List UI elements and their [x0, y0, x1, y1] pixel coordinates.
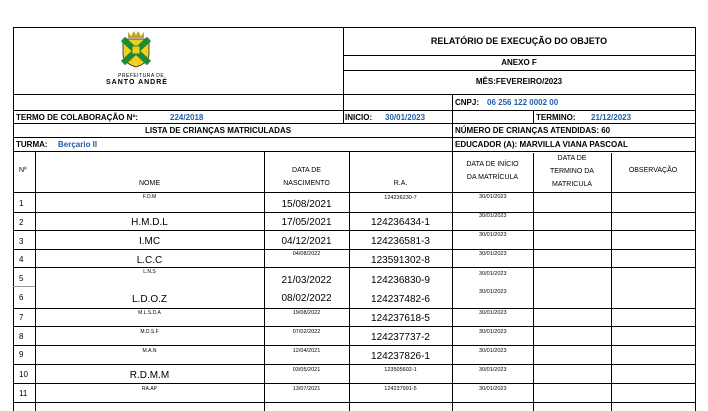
row-start: 30/01/2023: [479, 348, 507, 354]
cnpj-label: CNPJ:: [455, 98, 480, 107]
row-number: 4: [19, 255, 24, 264]
col-end-line1: DATA DE: [557, 155, 587, 162]
row-name: H.M.D.L: [131, 217, 168, 228]
attended-label: NÚMERO DE CRIANÇAS ATENDIDAS: 60: [455, 126, 611, 135]
col-start-line2: DA MATRÍCULA: [466, 174, 519, 181]
end-value: 21/12/2023: [591, 113, 632, 122]
row-birth: 19/08/2022: [292, 310, 321, 316]
col-birth-line1: DATA DE: [292, 167, 321, 174]
row-ra: 124236230-7: [384, 195, 417, 201]
row-name: R.D.M.M: [129, 370, 170, 381]
row-number: 10: [19, 370, 28, 379]
row-birth: 21/03/2022: [281, 275, 332, 286]
row-ra: 124237826-1: [371, 351, 430, 362]
frame-left: [13, 27, 14, 411]
row-ra: 124236830-9: [371, 275, 430, 286]
row-start: 30/01/2023: [479, 271, 507, 277]
col-num: Nº: [19, 167, 27, 174]
row-ra: 124237991-5: [384, 386, 417, 392]
row-name: RA.AP: [141, 386, 157, 392]
row-name: M.D.S.F: [140, 329, 159, 335]
row-name: I.MC: [138, 236, 161, 247]
row-birth: 04/08/2022: [292, 251, 321, 257]
row-name: L.D.O.Z: [131, 294, 167, 305]
row-start: 30/01/2023: [479, 310, 507, 316]
row-name: M.L.S.D.A: [138, 310, 161, 316]
row-number: 11: [19, 389, 28, 398]
col-start-line1: DATA DE INÍCIO: [466, 161, 519, 168]
list-title: LISTA DE CRIANÇAS MATRICULADAS: [145, 126, 292, 135]
row-ra: 124237482-6: [371, 294, 430, 305]
report-title: RELATÓRIO DE EXECUÇÃO DO OBJETO: [430, 36, 608, 46]
row-name: F.O.M: [142, 194, 157, 200]
row-number: 1: [19, 199, 24, 208]
row-start: 30/01/2023: [479, 329, 507, 335]
row-number: 3: [19, 237, 24, 246]
row-start: 30/01/2023: [479, 213, 507, 219]
row-ra: 124236434-1: [371, 217, 430, 228]
row-start: 30/01/2023: [479, 289, 507, 295]
month-label: MÊS:FEVEREIRO/2023: [475, 77, 563, 86]
class-label: TURMA:: [16, 140, 48, 149]
row-number: 6: [19, 293, 24, 302]
frame-right: [695, 27, 696, 411]
row-birth: 12/04/2021: [292, 348, 321, 354]
row-start: 30/01/2023: [479, 251, 507, 257]
class-value: Berçario II: [58, 140, 98, 149]
row-number: 9: [19, 350, 24, 359]
row-birth: 17/05/2021: [281, 217, 332, 228]
row-start: 30/01/2023: [479, 386, 507, 392]
col-birth-line2: NASCIMENTO: [283, 180, 330, 187]
row-ra: 124237618-5: [371, 313, 430, 324]
city-crest-logo: [118, 30, 154, 68]
row-birth: 13/07/2021: [292, 386, 321, 392]
logo-line2: SANTO ANDRÉ: [106, 79, 168, 86]
row-start: 30/01/2023: [479, 232, 507, 238]
start-value: 30/01/2023: [385, 113, 426, 122]
row-ra: 124237737-2: [371, 332, 430, 343]
row-start: 30/01/2023: [479, 367, 507, 373]
row-ra: 124236581-3: [371, 236, 430, 247]
end-label: TERMINO:: [536, 113, 576, 122]
row-ra: 123591302-8: [371, 255, 430, 266]
row-birth: 07/02/2022: [292, 329, 321, 335]
col-end-line3: MATRICULA: [552, 181, 592, 188]
row-number: 8: [19, 332, 24, 341]
frame-top: [13, 27, 695, 28]
row-name: M.A.N: [142, 348, 157, 354]
row-number: 7: [19, 313, 24, 322]
col-name: NOME: [139, 180, 160, 187]
row-number: 5: [19, 274, 24, 283]
row-name: L.N.S: [143, 269, 156, 275]
row-start: 30/01/2023: [479, 194, 507, 200]
col-obs: OBSERVAÇÃO: [628, 167, 678, 174]
row-number: 2: [19, 218, 24, 227]
row-birth: 03/05/2021: [292, 367, 321, 373]
logo-line1: PREFEITURA DE: [118, 73, 165, 79]
annex-label: ANEXO F: [501, 58, 537, 67]
row-name: L.C.C: [136, 255, 163, 266]
start-label: INICIO:: [345, 113, 373, 122]
row-ra: 123505602-1: [384, 367, 417, 373]
col-end-line2: TERMINO DA: [550, 168, 594, 175]
row-birth: 08/02/2022: [281, 293, 332, 304]
col-ra: R.A.: [393, 180, 408, 187]
row-birth: 04/12/2021: [281, 236, 332, 247]
row-birth: 15/08/2021: [281, 199, 332, 210]
term-label: TERMO DE COLABORAÇÃO Nº:: [16, 113, 139, 122]
educator-label: EDUCADOR (A): MARVILLA VIANA PASCOAL: [455, 140, 628, 149]
cnpj-value: 06 256 122 0002 00: [487, 98, 559, 107]
term-value: 224/2018: [170, 113, 204, 122]
